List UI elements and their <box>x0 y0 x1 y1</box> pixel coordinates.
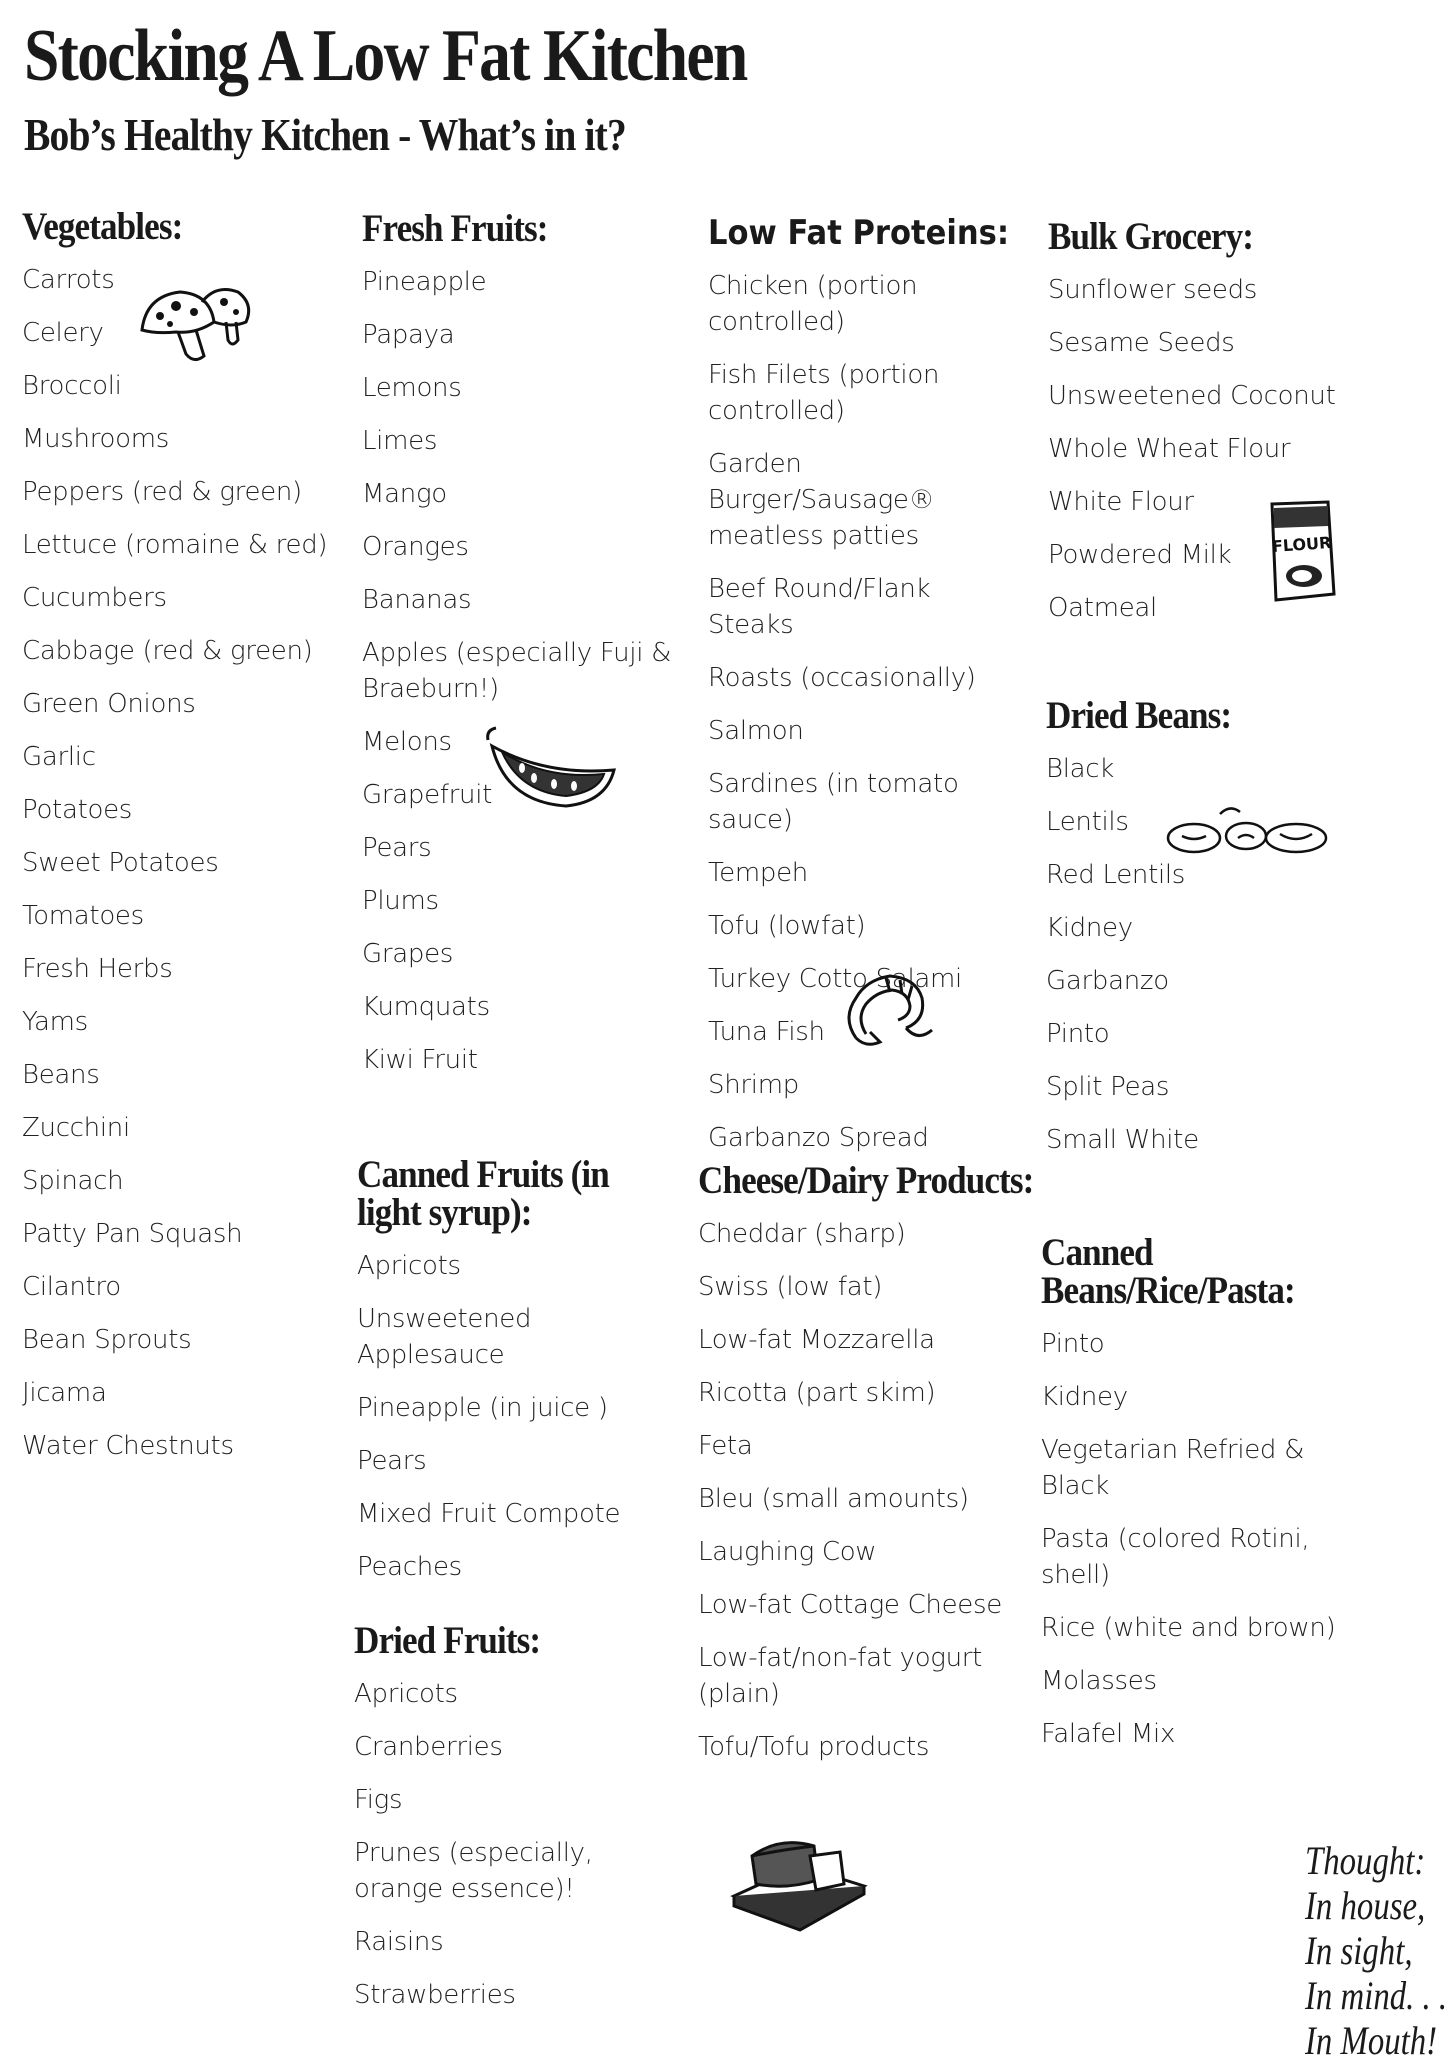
list-item: Shrimp <box>708 1070 799 1100</box>
list-item: Swiss (low fat) <box>698 1272 883 1302</box>
thought-line: In Mouth! <box>1305 2018 1438 2063</box>
list-item: Kidney <box>1041 1382 1128 1412</box>
list-item: Water Chestnuts <box>22 1431 234 1461</box>
vegetables-section <box>22 205 332 1481</box>
canned-beans-list <box>1041 1326 1341 1752</box>
cheese-icon <box>730 1826 870 1926</box>
thought-line: In sight, <box>1305 1928 1413 1973</box>
list-item: Low-fat Mozzarella <box>698 1325 935 1355</box>
section-heading: Canned Fruits (in light syrup): <box>357 1153 609 1234</box>
list-item: Zucchini <box>22 1113 130 1143</box>
list-item: Oranges <box>362 532 469 562</box>
shrimp-icon <box>836 958 936 1058</box>
list-item: Fresh Herbs <box>22 954 173 984</box>
section-heading: Canned Beans/Rice/Pasta: <box>1041 1231 1295 1312</box>
list-item: Lemons <box>362 373 462 403</box>
list-item: Tofu (lowfat) <box>708 911 866 941</box>
list-item: Lentils <box>1046 807 1129 837</box>
page-subtitle: Bob’s Healthy Kitchen - What’s in it? <box>24 109 626 160</box>
flour-label: FLOUR <box>1271 532 1332 557</box>
dairy-section <box>698 1159 1034 1782</box>
list-item: Pasta (colored Rotini, shell) <box>1041 1524 1310 1590</box>
list-item: Turkey Cotto Salami <box>708 964 962 994</box>
list-item: Falafel Mix <box>1041 1719 1176 1749</box>
list-item: Roasts (occasionally) <box>708 663 976 693</box>
watermelon-icon <box>486 726 616 816</box>
list-item: Tofu/Tofu products <box>698 1732 930 1762</box>
section-heading: Vegetables: <box>22 205 183 248</box>
list-item: Molasses <box>1041 1666 1157 1696</box>
list-item: Yams <box>22 1007 88 1037</box>
list-item: Pineapple <box>362 267 487 297</box>
list-item: Small White <box>1046 1125 1199 1155</box>
list-item: Green Onions <box>22 689 196 719</box>
list-item: Kiwi Fruit <box>362 1045 478 1075</box>
list-item: Peaches <box>357 1552 462 1582</box>
list-item: Carrots <box>22 265 115 295</box>
list-item: Apples (especially Fuji & Braeburn!) <box>362 638 672 704</box>
list-item: Figs <box>354 1785 403 1815</box>
list-item: White Flour <box>1048 487 1194 517</box>
list-item: Pears <box>357 1446 427 1476</box>
list-item: Bananas <box>362 585 472 615</box>
beans-icon <box>1160 804 1330 864</box>
list-item: Apricots <box>354 1679 458 1709</box>
list-item: Tempeh <box>708 858 808 888</box>
list-item: Garbanzo Spread <box>708 1123 929 1153</box>
list-item: Grapes <box>362 939 454 969</box>
thought-line: In house, <box>1305 1883 1426 1928</box>
dairy-list <box>698 1216 1018 1765</box>
list-item: Salmon <box>708 716 804 746</box>
section-heading: Dried Beans: <box>1046 694 1232 737</box>
list-item: Garlic <box>22 742 96 772</box>
page-title: Stocking A Low Fat Kitchen <box>24 15 747 97</box>
list-item: Unsweetened Applesauce <box>357 1304 532 1370</box>
list-item: Broccoli <box>22 371 122 401</box>
list-item: Tuna Fish <box>708 1017 825 1047</box>
dried-fruits-list <box>354 1676 674 2013</box>
list-item: Garbanzo <box>1046 966 1169 996</box>
section-heading: Fresh Fruits: <box>362 207 548 250</box>
list-item: Fish Filets (portion controlled) <box>708 360 940 426</box>
fresh-fruits-list <box>362 264 672 1078</box>
list-item: Powdered Milk <box>1048 540 1232 570</box>
list-item: Tomatoes <box>22 901 144 931</box>
list-item: Sesame Seeds <box>1048 328 1235 358</box>
thought-line: In mind. . . <box>1305 1973 1448 2018</box>
list-item: Oatmeal <box>1048 593 1157 623</box>
list-item: Laughing Cow <box>698 1537 877 1567</box>
list-item: Low-fat Cottage Cheese <box>698 1590 1002 1620</box>
list-item: Red Lentils <box>1046 860 1186 890</box>
list-item: Vegetarian Refried & Black <box>1041 1435 1305 1501</box>
list-item: Cucumbers <box>22 583 167 613</box>
list-item: Cilantro <box>22 1272 121 1302</box>
list-item: Mango <box>362 479 447 509</box>
list-item: Bleu (small amounts) <box>698 1484 969 1514</box>
section-heading: Bulk Grocery: <box>1048 215 1254 258</box>
list-item: Mushrooms <box>22 424 170 454</box>
list-item: Kidney <box>1046 913 1133 943</box>
dried-beans-section <box>1046 694 1376 1175</box>
list-item: Jicama <box>22 1378 107 1408</box>
list-item: Beans <box>22 1060 100 1090</box>
list-item: Patty Pan Squash <box>22 1219 243 1249</box>
list-item: Sardines (in tomato sauce) <box>708 769 959 835</box>
canned-beans-section <box>1041 1231 1341 1769</box>
list-item: Peppers (red & green) <box>22 477 302 507</box>
list-item: Pears <box>362 833 432 863</box>
section-heading: Low Fat Proteins: <box>708 213 1010 253</box>
list-item: Cheddar (sharp) <box>698 1219 906 1249</box>
list-item: Rice (white and brown) <box>1041 1613 1336 1643</box>
list-item: Black <box>1046 754 1115 784</box>
list-item: Spinach <box>22 1166 124 1196</box>
list-item: Split Peas <box>1046 1072 1170 1102</box>
list-item: Apricots <box>357 1251 461 1281</box>
dried-fruits-section <box>354 1619 674 2030</box>
flour-bag-icon <box>1262 498 1342 608</box>
list-item: Lettuce (romaine & red) <box>22 530 328 560</box>
list-item: Papaya <box>362 320 455 350</box>
list-item: Kumquats <box>362 992 490 1022</box>
thought-line: Thought: <box>1305 1838 1426 1883</box>
list-item: Sweet Potatoes <box>22 848 219 878</box>
list-item: Unsweetened Coconut <box>1048 381 1336 411</box>
list-item: Potatoes <box>22 795 133 825</box>
list-item: Ricotta (part skim) <box>698 1378 936 1408</box>
list-item: Raisins <box>354 1927 444 1957</box>
list-item: Feta <box>698 1431 753 1461</box>
fresh-fruits-section <box>362 207 672 1095</box>
list-item: Cranberries <box>354 1732 503 1762</box>
list-item: Strawberries <box>354 1980 516 2010</box>
list-item: Whole Wheat Flour <box>1048 434 1291 464</box>
list-item: Pinto <box>1041 1329 1105 1359</box>
list-item: Celery <box>22 318 104 348</box>
canned-fruits-list <box>357 1248 677 1585</box>
section-heading: Cheese/Dairy Products: <box>698 1159 1034 1202</box>
list-item: Bean Sprouts <box>22 1325 192 1355</box>
list-item: Cabbage (red & green) <box>22 636 313 666</box>
list-item: Chicken (portion controlled) <box>708 271 918 337</box>
thought-note <box>1305 1838 1447 2063</box>
list-item: Beef Round/Flank Steaks <box>708 574 931 640</box>
list-item: Grapefruit <box>362 780 493 810</box>
list-item: Melons <box>362 727 452 757</box>
mushroom-icon <box>136 282 256 372</box>
list-item: Mixed Fruit Compote <box>357 1499 621 1529</box>
section-heading: Dried Fruits: <box>354 1619 541 1662</box>
vegetables-list <box>22 262 332 1464</box>
canned-fruits-section <box>357 1153 677 1602</box>
list-item: Limes <box>362 426 438 456</box>
list-item: Low-fat/non-fat yogurt (plain) <box>698 1643 983 1709</box>
list-item: Pineapple (in juice ) <box>357 1393 608 1423</box>
list-item: Sunflower seeds <box>1048 275 1258 305</box>
list-item: Garden Burger/Sausage® meatless patties <box>708 449 935 551</box>
list-item: Pinto <box>1046 1019 1110 1049</box>
list-item: Prunes (especially, orange essence)! <box>354 1838 593 1904</box>
list-item: Plums <box>362 886 439 916</box>
